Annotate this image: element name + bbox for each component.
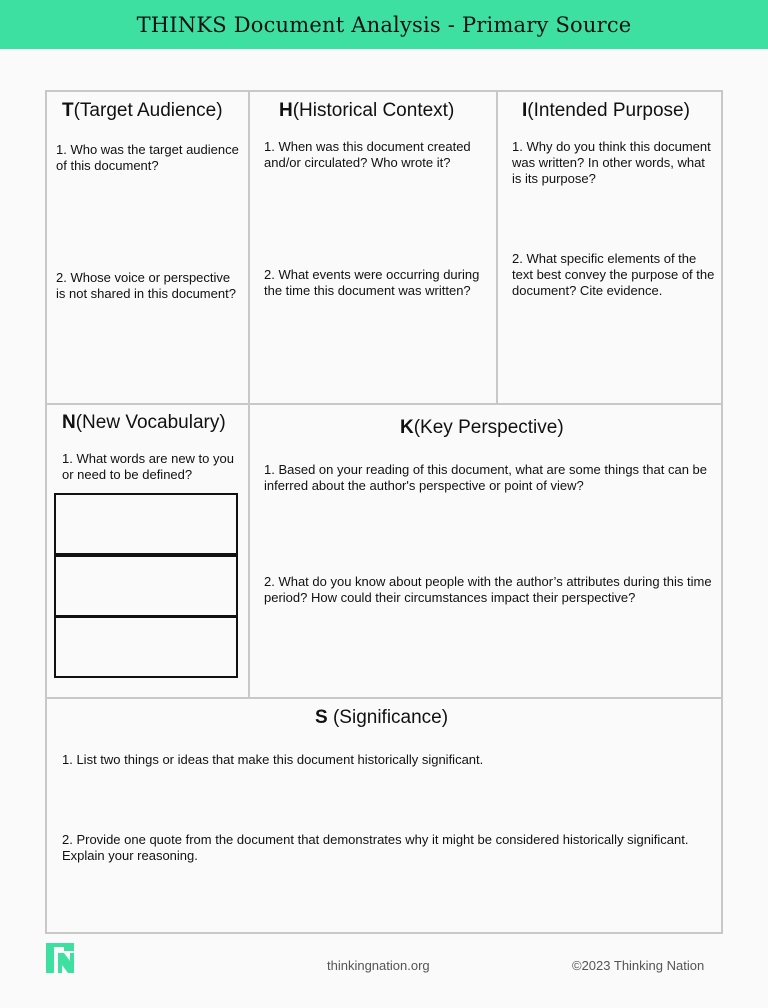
section-letter: T [62, 100, 74, 121]
target-audience-question-1: 1. Who was the target audience of this document? [56, 142, 239, 173]
section-label: (Intended Purpose) [527, 100, 690, 121]
significance-question-1: 1. List two things or ideas that make this document historically significant. [62, 752, 484, 767]
section-intended-purpose [496, 90, 723, 405]
page-title: THINKS Document Analysis - Primary Source [136, 12, 632, 37]
historical-context-question-2: 2. What events were occurring during the time this document was written? [264, 267, 480, 298]
historical-context-heading [279, 100, 454, 122]
intended-purpose-question-1: 1. Why do you think this document was written? In other words, what is its purpose? [512, 139, 711, 186]
new-vocabulary-question-1: 1. What words are new to you or need to be defined? [62, 451, 234, 482]
section-target-audience [45, 90, 250, 405]
key-perspective-heading [400, 417, 564, 439]
section-letter: K [400, 417, 414, 438]
intended-purpose-heading [522, 100, 690, 122]
significance-question-2: 2. Provide one quote from the document that demonstrates why it might be considered historically significant. Explain your reasoning. [62, 832, 689, 863]
section-key-perspective [248, 403, 723, 700]
new-vocabulary-heading [62, 412, 226, 434]
section-significance [45, 697, 723, 934]
section-label: (Target Audience) [73, 100, 223, 121]
title-banner [0, 0, 768, 49]
section-label: (Key Perspective) [413, 417, 564, 438]
section-label: (Significance) [332, 707, 449, 728]
section-letter: I [522, 100, 528, 121]
vocabulary-answer-box[interactable] [54, 616, 238, 678]
significance-heading [315, 707, 448, 729]
vocabulary-answer-box[interactable] [54, 493, 238, 555]
section-label: (New Vocabulary) [75, 412, 226, 433]
target-audience-heading [62, 100, 223, 122]
key-perspective-question-1: 1. Based on your reading of this document, what are some things that can be inferred about the author's perspective or point of view? [264, 462, 707, 493]
footer-website[interactable]: thinkingnation.org [327, 958, 430, 973]
section-historical-context [248, 90, 498, 405]
thinking-nation-logo-icon [46, 943, 74, 973]
intended-purpose-question-2: 2. What specific elements of the text best convey the purpose of the document? Cite evidence. [512, 251, 715, 298]
historical-context-question-1: 1. When was this document created and/or circulated? Who wrote it? [264, 139, 471, 170]
target-audience-question-2: 2. Whose voice or perspective is not shared in this document? [56, 270, 236, 301]
section-letter: S [315, 707, 328, 728]
section-label: (Historical Context) [292, 100, 455, 121]
vocabulary-answer-box[interactable] [54, 555, 238, 617]
section-letter: H [279, 100, 293, 121]
key-perspective-question-2: 2. What do you know about people with the author’s attributes during this time period? How could their circumstances impact their perspective? [264, 574, 712, 605]
section-letter: N [62, 412, 76, 433]
footer-copyright: ©2023 Thinking Nation [572, 958, 705, 973]
